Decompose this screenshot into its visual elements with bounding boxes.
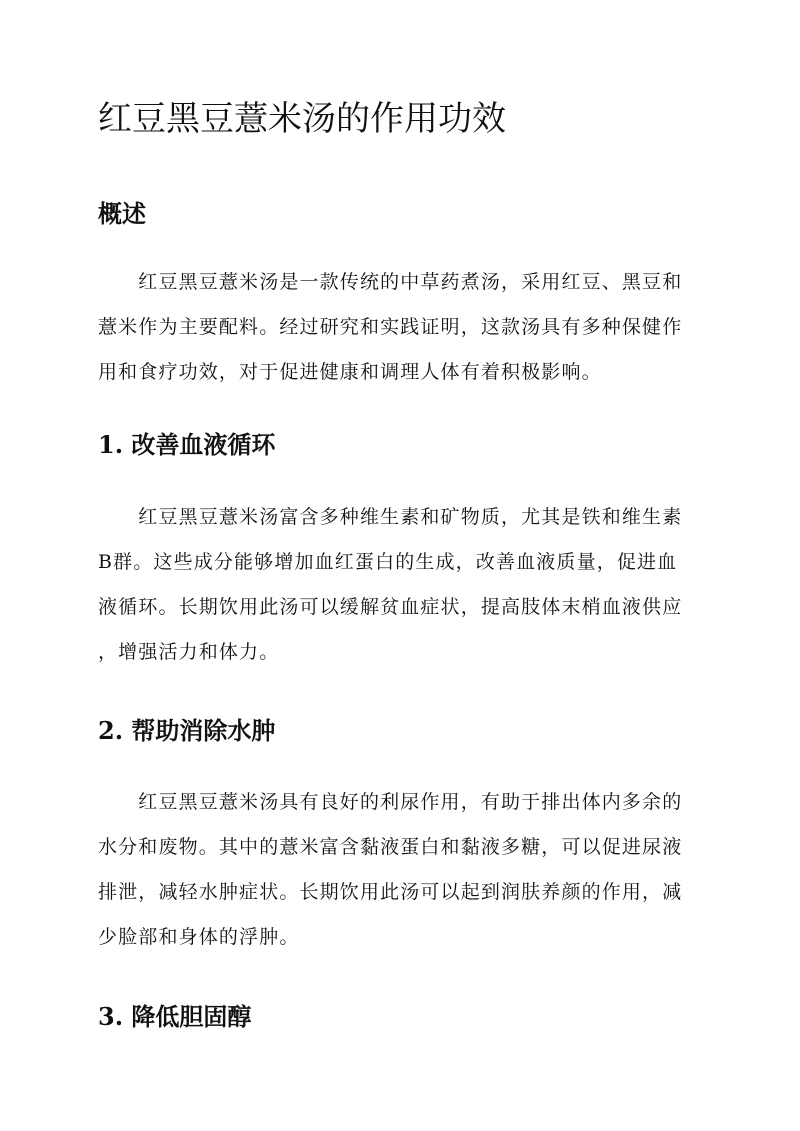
- section-heading-1: 1. 改善血液循环: [98, 430, 276, 459]
- paragraph-line: 红豆黑豆薏米汤具有良好的利尿作用，有助于排出体内多余的: [98, 791, 683, 813]
- paragraph-line: 液循环。长期饮用此汤可以缓解贫血症状，提高肢体末梢血液供应: [98, 596, 683, 618]
- paragraph-line: 薏米作为主要配料。经过研究和实践证明，这款汤具有多种保健作: [98, 316, 683, 338]
- document-title: 红豆黑豆薏米汤的作用功效: [98, 99, 506, 139]
- paragraph-line: 红豆黑豆薏米汤富含多种维生素和矿物质，尤其是铁和维生素: [98, 506, 683, 528]
- paragraph-line: 红豆黑豆薏米汤是一款传统的中草药煮汤，采用红豆、黑豆和: [98, 271, 683, 293]
- section-heading-3: 3. 降低胆固醇: [98, 1002, 252, 1031]
- section-paragraph-overview: [98, 260, 704, 395]
- paragraph-line: 用和食疗功效，对于促进健康和调理人体有着积极影响。: [98, 361, 602, 383]
- paragraph-line: 少脸部和身体的浮肿。: [98, 926, 300, 948]
- section-heading-overview: 概述: [98, 199, 146, 228]
- paragraph-line: B群。这些成分能够增加血红蛋白的生成，改善血液质量，促进血: [98, 551, 678, 573]
- paragraph-line: 排泄，减轻水肿症状。长期饮用此汤可以起到润肤养颜的作用，减: [98, 881, 683, 903]
- section-heading-2: 2. 帮助消除水肿: [98, 716, 276, 745]
- paragraph-line: 水分和废物。其中的薏米富含黏液蛋白和黏液多糖，可以促进尿液: [98, 836, 683, 858]
- paragraph-line: ，增强活力和体力。: [98, 641, 280, 663]
- section-paragraph-1: [98, 495, 704, 675]
- section-paragraph-2: [98, 780, 704, 960]
